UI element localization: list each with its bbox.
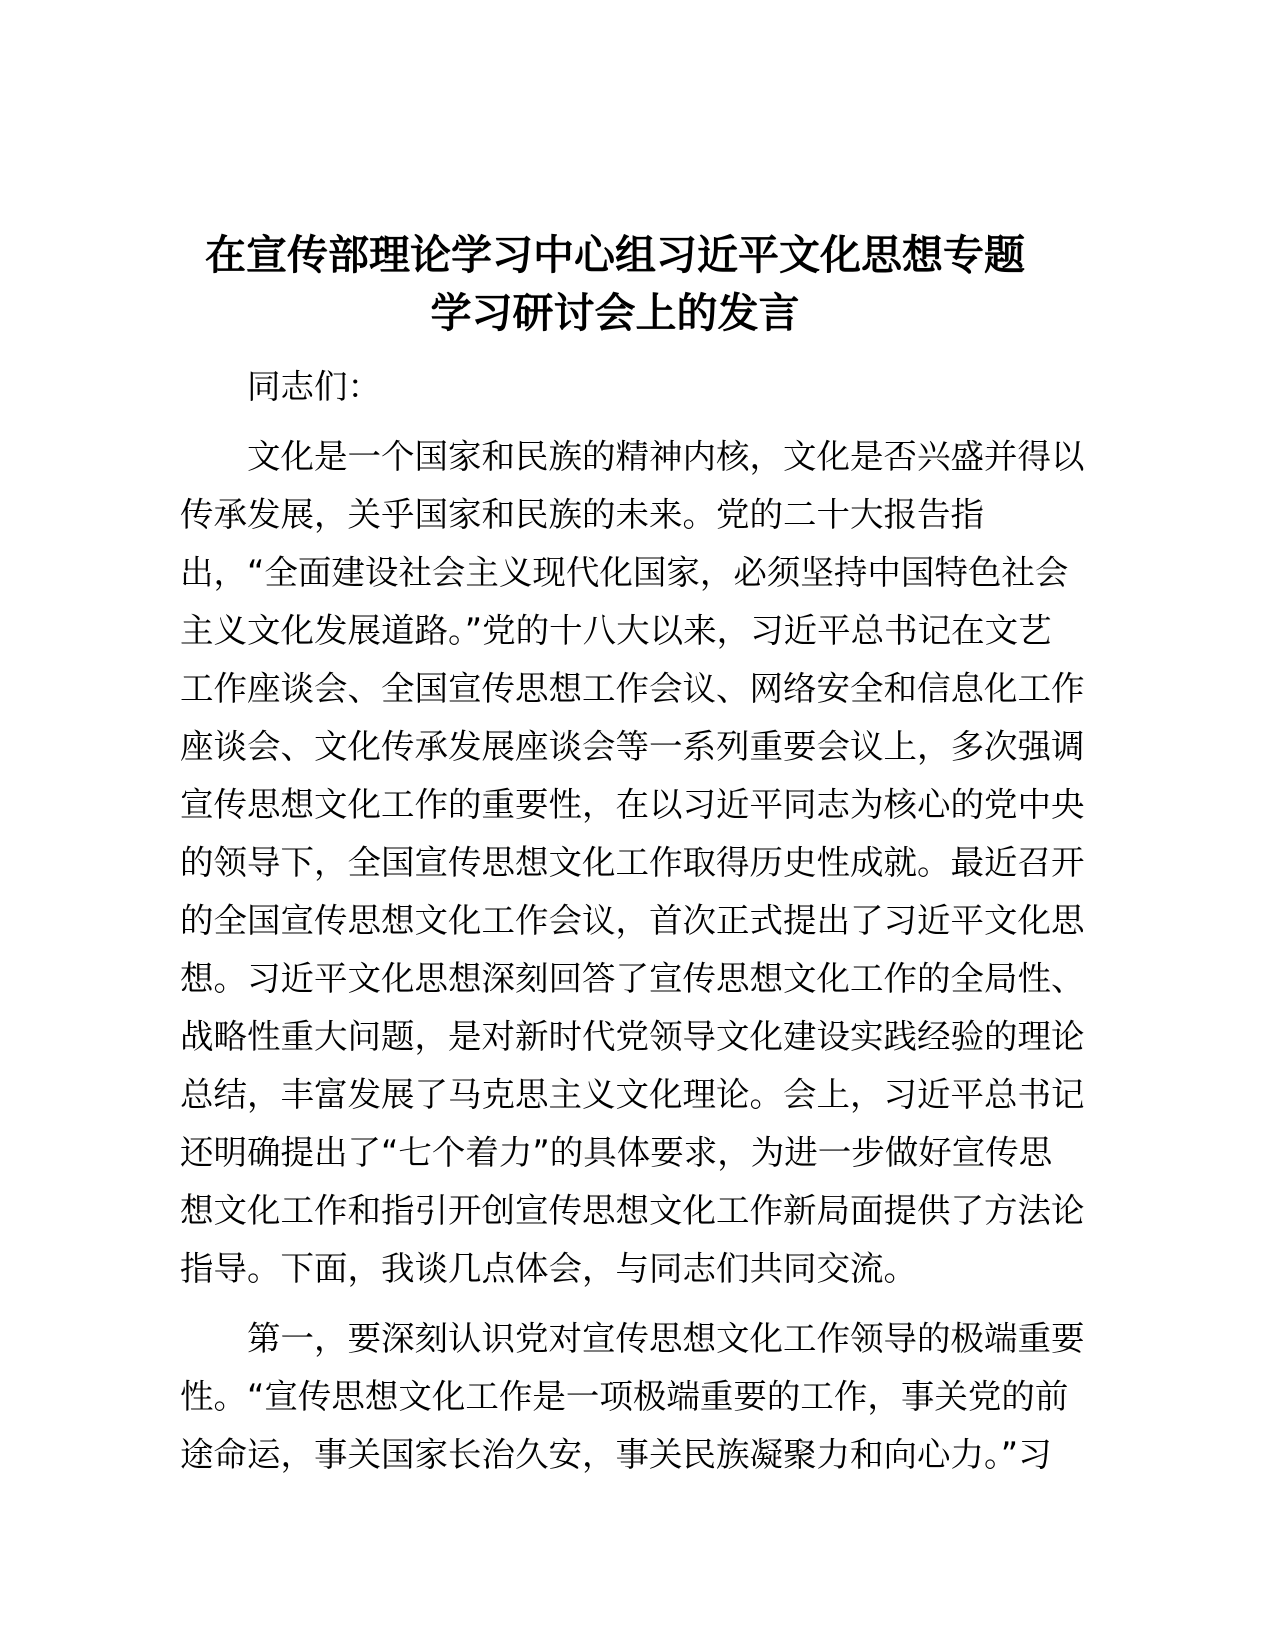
paragraph-line: 宣传思想文化工作的重要性，在以习近平同志为核心的党中央 [180, 785, 1085, 824]
paragraph-line: 的领导下，全国宣传思想文化工作取得历史性成就。最近召开 [180, 843, 1085, 882]
paragraph-line: 第一，要深刻认识党对宣传思想文化工作领导的极端重要 [247, 1319, 1085, 1358]
paragraph-gap [180, 1298, 1100, 1310]
document-body [180, 358, 1100, 1484]
paragraph-2 [180, 1310, 1100, 1484]
paragraph-line: 主义文化发展道路。”党的十八大以来，习近平总书记在文艺 [180, 611, 1052, 650]
paragraph-line: 战略性重大问题，是对新时代党领导文化建设实践经验的理论 [180, 1017, 1085, 1056]
paragraph-line: 性。“宣传思想文化工作是一项极端重要的工作，事关党的前 [180, 1377, 1069, 1416]
paragraph-1 [180, 428, 1100, 1298]
greeting: 同志们： [247, 367, 381, 406]
title-line-1: 在宣传部理论学习中心组习近平文化思想专题 [205, 231, 1025, 279]
paragraph-line: 座谈会、文化传承发展座谈会等一系列重要会议上，多次强调 [180, 727, 1085, 766]
paragraph-line: 途命运，事关国家长治久安，事关民族凝聚力和向心力。”习 [180, 1435, 1052, 1474]
title-line-2: 学习研讨会上的发言 [430, 289, 800, 337]
paragraph-line: 传承发展，关乎国家和民族的未来。党的二十大报告指 [180, 495, 984, 534]
paragraph-line: 的全国宣传思想文化工作会议，首次正式提出了习近平文化思 [180, 901, 1085, 940]
paragraph-line: 工作座谈会、全国宣传思想工作会议、网络安全和信息化工作 [180, 669, 1085, 708]
paragraph-line: 总结，丰富发展了马克思主义文化理论。会上，习近平总书记 [180, 1075, 1085, 1114]
paragraph-line: 指导。下面，我谈几点体会，与同志们共同交流。 [180, 1249, 917, 1288]
paragraph-line: 文化是一个国家和民族的精神内核，文化是否兴盛并得以 [247, 437, 1085, 476]
paragraph-line: 还明确提出了“七个着力”的具体要求，为进一步做好宣传思 [180, 1133, 1053, 1172]
paragraph-line: 想。习近平文化思想深刻回答了宣传思想文化工作的全局性、 [180, 959, 1085, 998]
document-title [150, 226, 1080, 342]
paragraph-line: 想文化工作和指引开创宣传思想文化工作新局面提供了方法论 [180, 1191, 1085, 1230]
paragraph-line: 出，“全面建设社会主义现代化国家，必须坚持中国特色社会 [180, 553, 1069, 592]
paragraph-gap [180, 416, 1100, 428]
